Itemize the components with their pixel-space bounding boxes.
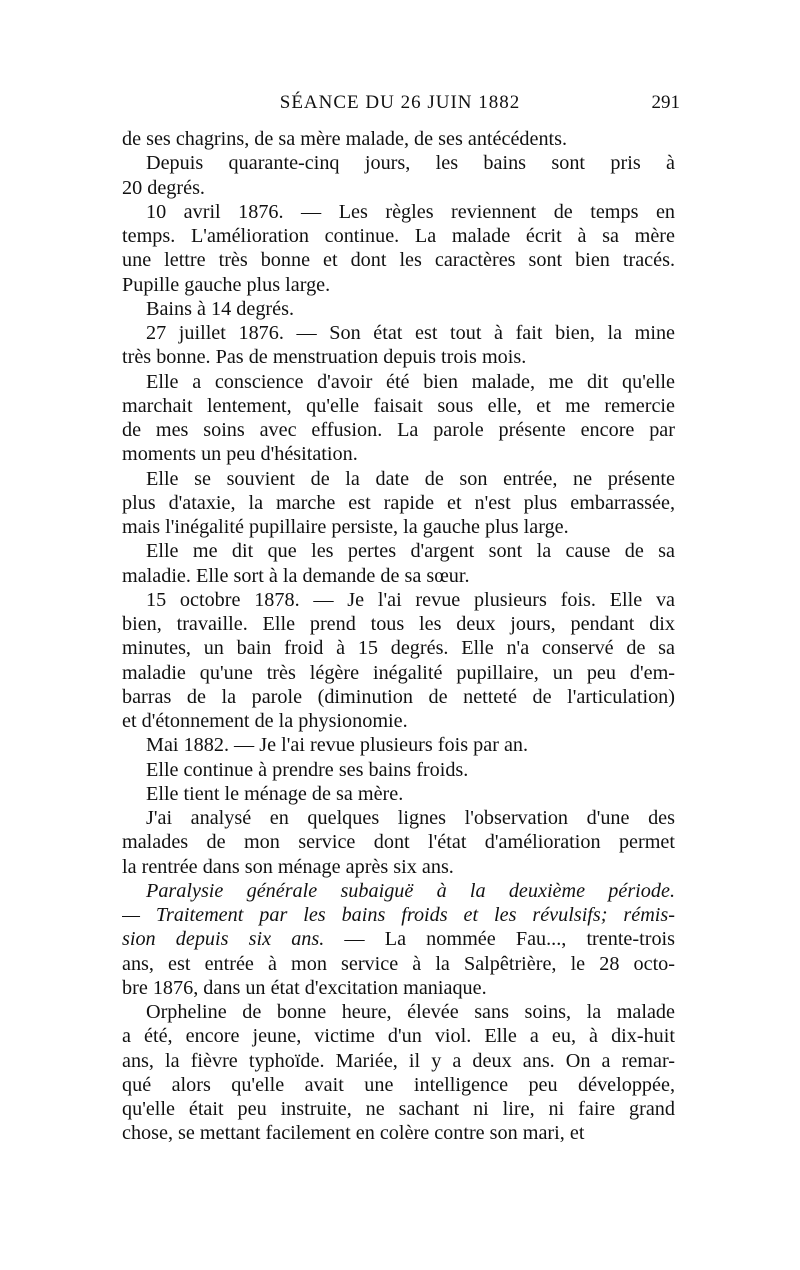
text-run: malades de mon service dont l'état d'amélioration permet — [122, 831, 675, 854]
text-line — [122, 1097, 675, 1121]
text-run: ans, la fièvre typhoïde. Mariée, il y a deux ans. On a remar- — [122, 1049, 675, 1072]
text-run: maladie qu'une très légère inégalité pupillaire, un peu d'em- — [122, 661, 675, 684]
text-run: 27 juillet 1876. — Son état est tout à fait bien, la mine — [146, 322, 675, 344]
text-line — [122, 564, 675, 588]
text-run: Mai 1882. — Je l'ai revue plusieurs fois par an. — [146, 734, 529, 757]
text-line — [122, 273, 675, 297]
text-run: Elle a conscience d'avoir été bien malade, me dit qu'elle — [146, 370, 675, 393]
text-run: 20 degrés. — [122, 176, 205, 199]
text-line — [122, 806, 675, 830]
text-line — [122, 151, 675, 175]
text-run: minutes, un bain froid à 15 degrés. Elle n'a conservé de sa — [122, 637, 675, 660]
text-run: et d'étonnement de la physionomie. — [122, 710, 408, 732]
text-line — [122, 685, 675, 709]
text-run: temps. L'amélioration continue. La malade écrit à sa mère — [122, 225, 675, 247]
text-run: barras de la parole (diminution de netteté de l'articulation) — [122, 685, 675, 708]
text-run: Elle me dit que les pertes d'argent sont la cause de sa — [146, 540, 675, 563]
text-run: très bonne. Pas de menstruation depuis trois mois. — [122, 346, 527, 369]
text-line — [122, 903, 675, 927]
text-run: ans, est entrée à mon service à la Salpêtrière, le 28 octo- — [122, 952, 675, 975]
text-line — [122, 588, 675, 612]
text-line — [122, 539, 675, 563]
text-line — [122, 442, 675, 466]
text-line — [122, 248, 675, 272]
text-run: qué alors qu'elle avait une intelligence peu développée, — [122, 1073, 675, 1096]
text-line — [122, 830, 675, 854]
text-line — [122, 1024, 675, 1048]
text-line — [122, 345, 675, 369]
text-run: maladie. Elle sort à la demande de sa sœur. — [122, 564, 470, 587]
text-line — [122, 370, 675, 394]
text-line — [122, 661, 675, 685]
text-line — [122, 224, 675, 248]
text-run: J'ai analysé en quelques lignes l'observation d'une des — [146, 807, 675, 829]
text-line — [122, 733, 675, 757]
text-line — [122, 1000, 675, 1024]
text-line — [122, 467, 675, 491]
italic-run: — Traitement par les bains froids et les révulsifs; rémis- — [122, 904, 675, 926]
text-run: une lettre très bonne et dont les caractères sont bien tracés. — [122, 249, 675, 272]
text-run: 15 octobre 1878. — Je l'ai revue plusieurs fois. Elle va — [146, 588, 675, 611]
text-run: mais l'inégalité pupillaire persiste, la gauche plus large. — [122, 516, 569, 538]
text-line — [122, 200, 675, 224]
page-number: 291 — [651, 92, 680, 113]
text-run: Elle tient le ménage de sa mère. — [146, 782, 404, 805]
text-run: bre 1876, dans un état d'excitation maniaque. — [122, 976, 487, 999]
text-line — [122, 297, 675, 321]
text-line — [122, 952, 675, 976]
text-line — [122, 1073, 675, 1097]
text-run: marchait lentement, qu'elle faisait sous elle, et me remercie — [122, 394, 675, 417]
text-line — [122, 612, 675, 636]
italic-run: Paralysie générale subaiguë à la deuxième période. — [146, 879, 675, 902]
text-line — [122, 515, 675, 539]
text-run: a été, encore jeune, victime d'un viol. Elle a eu, à dix-huit — [122, 1025, 675, 1048]
text-line — [122, 418, 675, 442]
text-run: de mes soins avec effusion. La parole présente encore par — [122, 419, 675, 441]
text-line — [122, 127, 675, 151]
text-run: bien, travaille. Elle prend tous les deux jours, pendant dix — [122, 613, 675, 635]
text-line — [122, 394, 675, 418]
text-line — [122, 709, 675, 733]
text-run: 10 avril 1876. — Les règles reviennent de temps en — [146, 200, 675, 223]
text-run: Elle se souvient de la date de son entrée, ne présente — [146, 467, 675, 490]
text-run: Orpheline de bonne heure, élevée sans soins, la malade — [146, 1001, 675, 1023]
text-run: Pupille gauche plus large. — [122, 273, 331, 296]
running-title: SÉANCE DU 26 JUIN 1882 — [279, 92, 521, 113]
text-line — [122, 1121, 675, 1145]
text-run: chose, se mettant facilement en colère contre son mari, et — [122, 1122, 585, 1145]
text-run: la rentrée dans son ménage après six ans. — [122, 855, 454, 878]
body-text — [122, 127, 675, 1146]
text-run: de ses chagrins, de sa mère malade, de ses antécédents. — [122, 128, 568, 150]
running-head — [120, 92, 680, 118]
text-line — [122, 758, 675, 782]
text-run: Elle continue à prendre ses bains froids. — [146, 758, 469, 781]
text-line — [122, 1049, 675, 1073]
text-line — [122, 636, 675, 660]
text-run: Bains à 14 degrés. — [146, 297, 295, 320]
text-run: — La nommée Fau..., trente-trois — [324, 928, 675, 951]
text-line — [122, 927, 675, 951]
text-line — [122, 321, 675, 345]
text-run: qu'elle était peu instruite, ne sachant ni lire, ni faire grand — [122, 1098, 675, 1120]
text-line — [122, 855, 675, 879]
text-line — [122, 782, 675, 806]
italic-run: sion depuis six ans. — [122, 928, 325, 951]
text-run: plus d'ataxie, la marche est rapide et n'est plus embarrassée, — [122, 491, 675, 514]
text-line — [122, 176, 675, 200]
text-line — [122, 879, 675, 903]
text-run: moments un peu d'hésitation. — [122, 443, 358, 466]
text-line — [122, 491, 675, 515]
text-line — [122, 976, 675, 1000]
text-run: Depuis quarante-cinq jours, les bains sont pris à — [146, 152, 675, 175]
